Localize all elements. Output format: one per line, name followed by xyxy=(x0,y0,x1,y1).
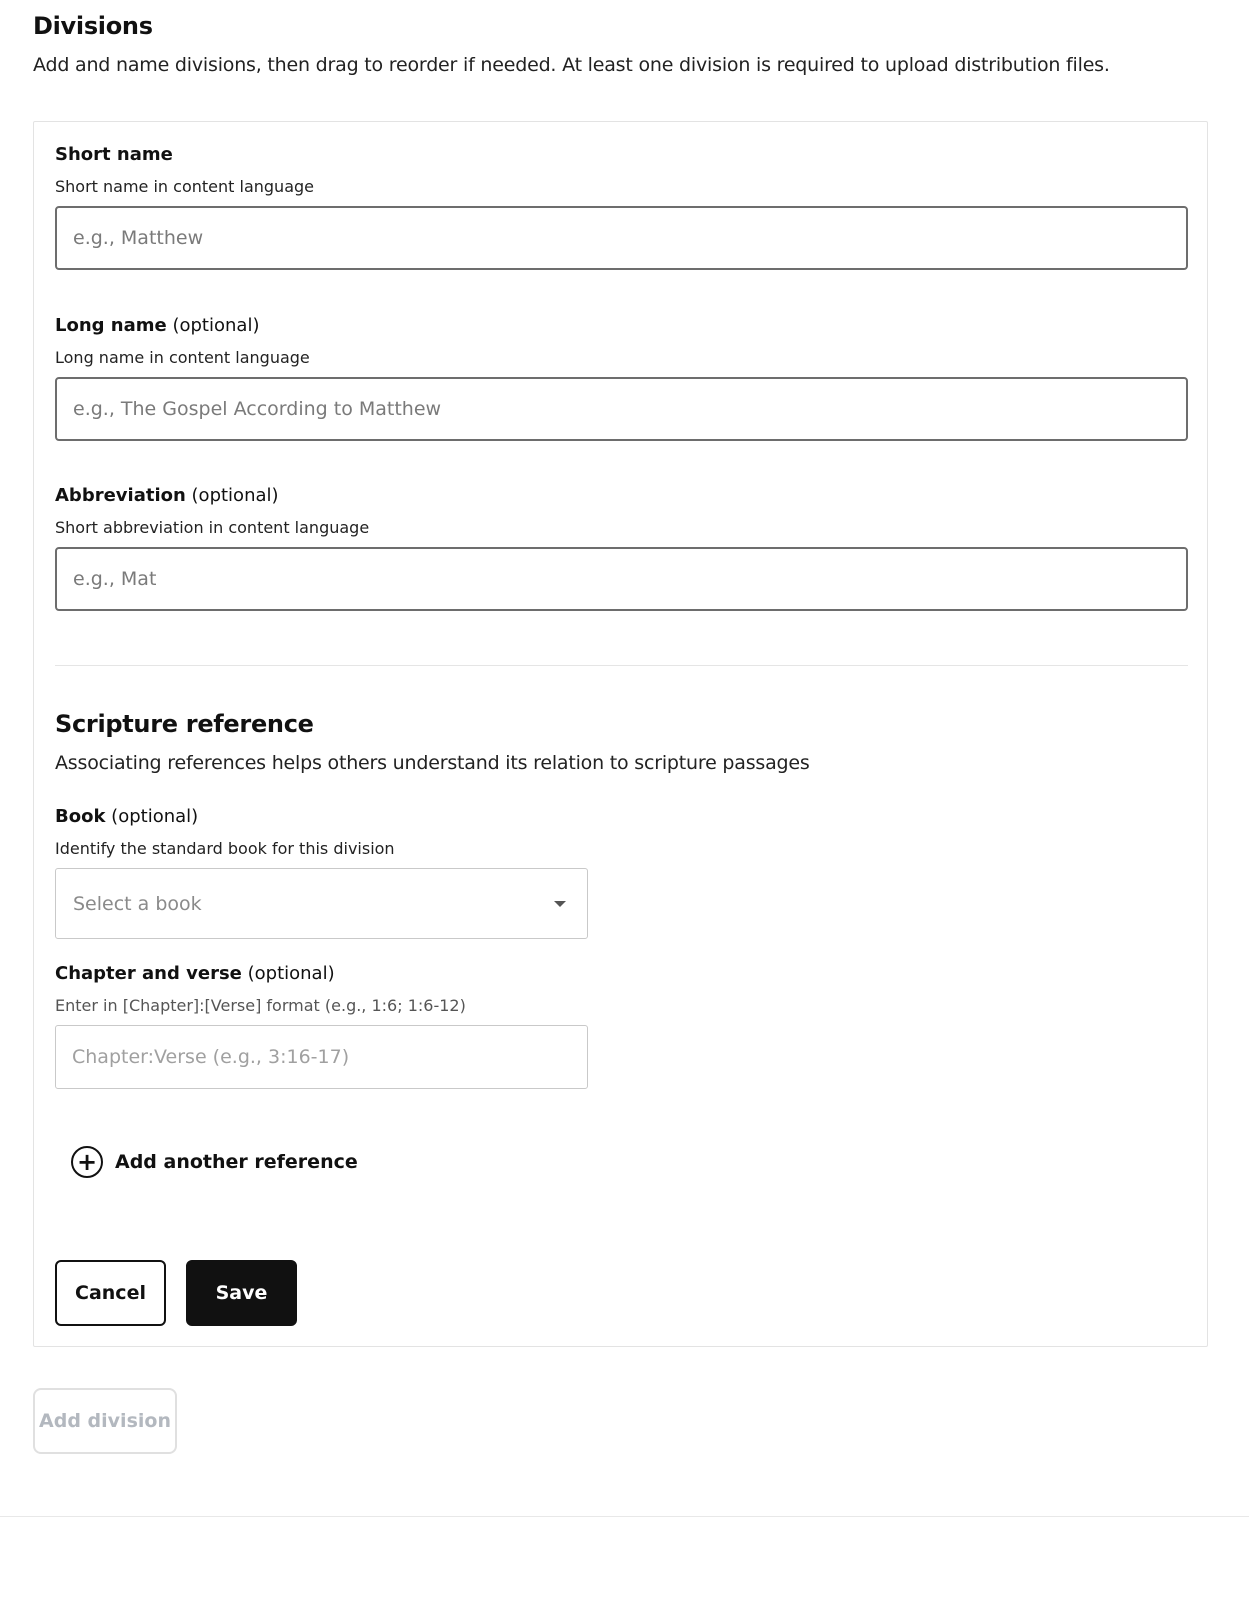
scripture-reference-title: Scripture reference xyxy=(55,710,314,738)
book-optional: (optional) xyxy=(111,806,199,827)
division-form-card xyxy=(33,121,1208,1347)
chapter-verse-optional: (optional) xyxy=(247,963,335,984)
section-divider xyxy=(55,665,1188,666)
chapter-verse-input[interactable] xyxy=(55,1025,588,1089)
short-name-input[interactable] xyxy=(55,206,1188,270)
chevron-down-icon xyxy=(554,901,566,907)
short-name-label: Short name xyxy=(55,144,173,165)
long-name-optional: (optional) xyxy=(172,315,260,336)
save-button[interactable]: Save xyxy=(186,1260,297,1326)
short-name-help: Short name in content language xyxy=(55,177,314,196)
book-label: Book (optional) xyxy=(55,806,199,827)
long-name-input[interactable] xyxy=(55,377,1188,441)
book-help: Identify the standard book for this division xyxy=(55,839,395,858)
bottom-divider xyxy=(0,1516,1249,1517)
chapter-verse-help: Enter in [Chapter]:[Verse] format (e.g., 1:6; 1:6-12) xyxy=(55,996,466,1015)
book-field xyxy=(55,806,588,939)
plus-circle-icon: + xyxy=(71,1146,103,1178)
page-description: Add and name divisions, then drag to reorder if needed. At least one division is required to upload distribution files. xyxy=(33,54,1110,76)
long-name-help: Long name in content language xyxy=(55,348,310,367)
abbreviation-help: Short abbreviation in content language xyxy=(55,518,370,537)
abbreviation-label: Abbreviation (optional) xyxy=(55,485,279,506)
book-select[interactable] xyxy=(55,868,588,939)
add-another-reference-label: Add another reference xyxy=(115,1151,358,1173)
long-name-label: Long name (optional) xyxy=(55,315,260,336)
page-title: Divisions xyxy=(33,12,153,40)
cancel-button[interactable]: Cancel xyxy=(55,1260,166,1326)
abbreviation-input[interactable] xyxy=(55,547,1188,611)
chapter-verse-field xyxy=(55,963,588,1089)
scripture-reference-description: Associating references helps others understand its relation to scripture passages xyxy=(55,752,810,774)
short-name-field xyxy=(55,144,1188,270)
abbreviation-optional: (optional) xyxy=(191,485,279,506)
chapter-verse-label: Chapter and verse (optional) xyxy=(55,963,335,984)
abbreviation-field xyxy=(55,485,1188,611)
add-division-button[interactable]: Add division xyxy=(33,1388,177,1454)
book-select-value: Select a book xyxy=(73,892,202,915)
long-name-field xyxy=(55,315,1188,441)
add-another-reference-button[interactable] xyxy=(71,1146,358,1178)
